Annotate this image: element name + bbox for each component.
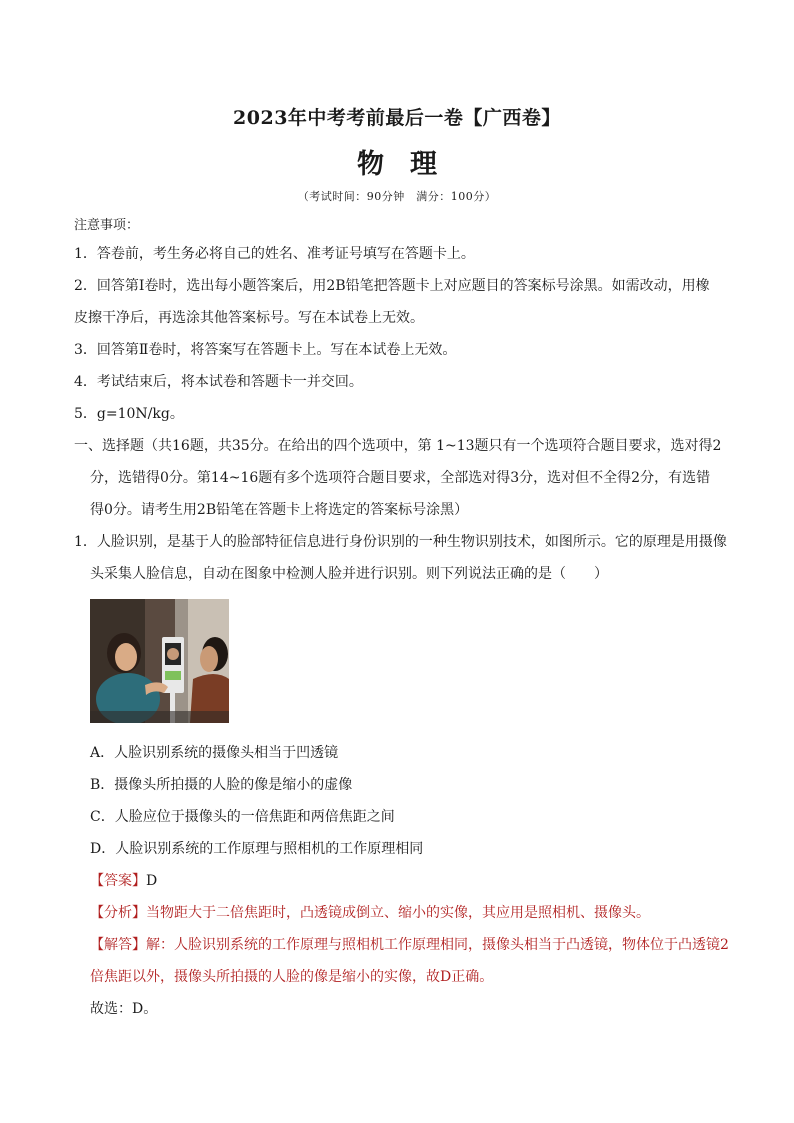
analysis-line <box>90 903 650 923</box>
question-stem: 头采集人脸信息，自动在图象中检测人脸并进行识别。则下列说法正确的是（ ） <box>90 566 608 582</box>
solution-tag: 【解答】 <box>90 937 146 953</box>
subject-title: 物理 <box>357 149 463 180</box>
analysis-text: 当物距大于二倍焦距时，凸透镜成倒立、缩小的实像，其应用是照相机、摄像头。 <box>146 905 650 921</box>
answer-value: D <box>146 873 158 889</box>
option-d: D．人脸识别系统的工作原理与照相机的工作原理相同 <box>90 841 424 857</box>
option-a: A．人脸识别系统的摄像头相当于凹透镜 <box>90 745 339 761</box>
note-item: 4．考试结束后，将本试卷和答题卡一并交回。 <box>74 374 363 390</box>
section-heading: 分，选错得0分。第14~16题有多个选项符合题目要求，全部选对得3分，选对但不全得2分，有选错 <box>90 470 711 486</box>
note-item: 3．回答第Ⅱ卷时，将答案写在答题卡上。写在本试卷上无效。 <box>74 342 457 358</box>
section-heading: 得0分。请考生用2B铅笔在答题卡上将选定的答案标号涂黑） <box>90 502 469 518</box>
section-heading: 一、选择题（共16题，共35分。在给出的四个选项中，第 1~13题只有一个选项符合题目要求，选对得2 <box>74 438 722 454</box>
final-choice: 故选：D。 <box>90 1001 158 1017</box>
analysis-tag: 【分析】 <box>90 905 146 921</box>
question-stem: 1．人脸识别，是基于人的脸部特征信息进行身份识别的一种生物识别技术，如图所示。它的原理是用摄像 <box>74 534 727 550</box>
exam-title: 2023年中考考前最后一卷【广西卷】 <box>233 107 561 129</box>
option-b: B．摄像头所拍摄的人脸的像是缩小的虚像 <box>90 777 353 793</box>
note-item: 1．答卷前，考生务必将自己的姓名、准考证号填写在答题卡上。 <box>74 246 475 262</box>
solution-text: 解：人脸识别系统的工作原理与照相机工作原理相同，摄像头相当于凸透镜，物体位于凸透镜2 <box>146 937 729 953</box>
exam-info: （考试时间：90分钟 满分：100分） <box>297 190 497 203</box>
solution-line <box>90 935 729 955</box>
note-item: 5．g=10N/kg。 <box>74 406 184 422</box>
note-item: 2．回答第Ⅰ卷时，选出每小题答案后，用2B铅笔把答题卡上对应题目的答案标号涂黑。如需改动，用橡 <box>74 278 710 294</box>
note-item: 皮擦干净后，再选涂其他答案标号。写在本试卷上无效。 <box>74 310 424 326</box>
option-c: C．人脸应位于摄像头的一倍焦距和两倍焦距之间 <box>90 809 395 825</box>
answer-line <box>90 871 157 891</box>
face-recognition-photo <box>90 599 229 723</box>
notes-heading: 注意事项： <box>74 218 140 233</box>
answer-tag: 【答案】 <box>90 873 146 889</box>
solution-line-continued: 倍焦距以外，摄像头所拍摄的人脸的像是缩小的实像，故D正确。 <box>90 969 494 985</box>
